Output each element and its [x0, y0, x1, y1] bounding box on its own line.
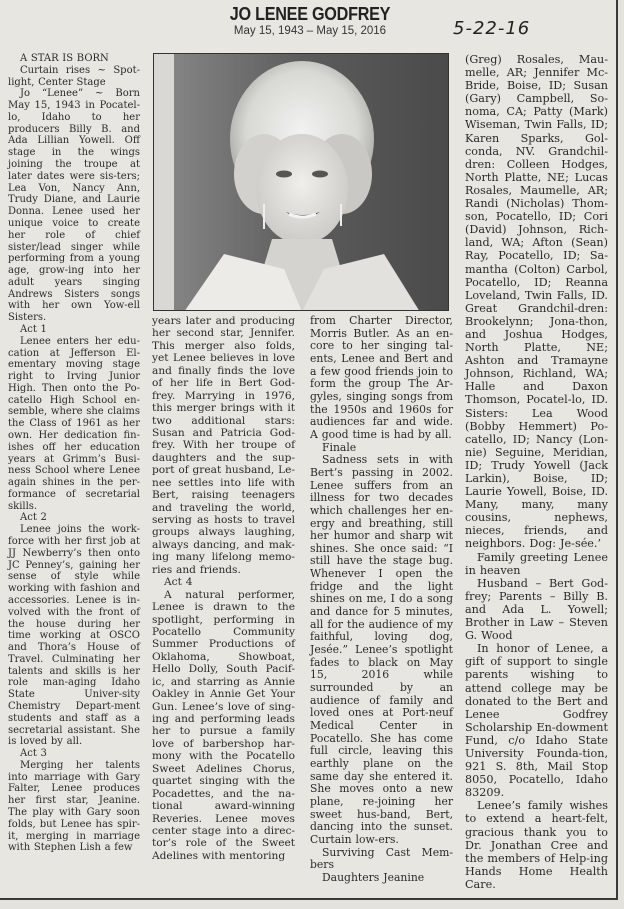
- section-heading: A STAR IS BORN: [20, 53, 109, 64]
- obituary-header: [150, 4, 470, 38]
- paragraph: Merging her talents into marriage with Gary Falter, Lenee produces her first star, Jeanine. The play with Gary soon folds, but Lenee has spir-it, merging in marriage with Stephen Lish a few: [8, 759, 140, 854]
- paragraph: Surviving Cast Mem-bers: [310, 845, 453, 872]
- section-heading: Act 2: [20, 512, 47, 524]
- paragraph: A natural performer, Lenee is drawn to the spotlight, performing in Pocatello Community Summer Productions of Oklahoma, Showboat, Hello Dolly, South Pacif-ic, and starring as Annie Oakley in Annie Get Your Gun. Lenee’s love of sing-ing and performing leads her to pursue a family love of barbershop har-mony with the Pocatello Sweet Adelines Chorus, quartet singing with the Pocadettes, and the na-tional award-winning Reveries. Lenee moves center stage into a direc-tor’s role of the Sweet Adelines with mentoring: [152, 588, 295, 862]
- column-1: [8, 53, 140, 854]
- obituary-name: JO LENEE GODFREY: [229, 4, 391, 24]
- paragraph: Jo “Lenee” ~ Born May 15, 1943 in Pocatel-lo, Idaho to her producers Billy B. and Ada Lillian Yowell. Off stage in the wings joining the troupe at later dates were sis-ters; Lea Von, Nancy Ann, Trudy Diane, and Laurie Donna. Lenee used her unique voice to create her role of chief sister/lead singer while performing from a young age, grow-ing into her adult years singing Andrews Sisters songs with her own Yow-ell Sisters.: [8, 88, 140, 324]
- paragraph: from Charter Director, Morris Butler. As an en-core to her singing tal-ents, Lenee and Bert and a few good friends join to form the group The Ar-gyles, singing songs from the 1950s and 1960s for audiences far and wide. A good time is had by all.: [310, 314, 453, 441]
- handwritten-date: 5-22-16: [453, 18, 531, 39]
- life-dates: May 15, 1943 – May 15, 2016: [233, 25, 387, 37]
- column-3: [310, 315, 453, 885]
- section-heading: Act 3: [20, 748, 47, 760]
- section-heading: Finale: [322, 440, 357, 454]
- paragraph: years later and producing her second star, Jennifer. This merger also folds, yet Lenee believes in love and finally finds the love of her life in Bert God-frey. Marrying in 1976, this merger brings with it two additional stars: Susan and Patricia God-frey. With her troupe of daughters and the sup-port of great husband, Le-nee settles into life with Bert, raising teenagers and traveling the world, serving as hosts to travel groups always laughing, always dancing, and mak-ing many lifelong memo-ries and friends.: [152, 315, 295, 576]
- paragraph: Sadness sets in with Bert’s passing in 2002. Lenee suffers from an illness for two decades which challenges her en-ergy and breathing, still her humor and sharp wit shines. She once said: “I still have the stage bug. Whenever I open the fridge and the light shines on me, I do a song and dance for 5 minutes, all for the audience of my faithful, loving dog, Jesée.” Lenee’s spotlight fades to black on May 15, 2016 while surrounded by an audience of family and loved ones at Port-neuf Medical Center in Pocatello. She has come full circle, leaving this earthly plane on the same day she entered it. She moves onto a new plane, re-joining her sweet hus-band, Bert, dancing into the sunset. Curtain low-ers.: [310, 453, 453, 846]
- paragraph: (Greg) Rosales, Mau-melle, AR; Jennifer Mc-Bride, Boise, ID; Susan (Gary) Campbell, So-noma, CA; Patty (Mark) Wiseman, Twin Falls, ID; Karen Sparks, Gol-conda, NV. Grandchil-dren: Colleen Hodges, North Platte, NE; Lucas Rosales, Maumelle, AR; Randi (Nicholas) Thom-son, Pocatello, ID; Cori (David) Johnson, Rich-land, WA; Afton (Sean) Ray, Pocatello, ID; Sa-mantha (Colton) Carbol, Pocatello, ID; Reanna Loveland, Twin Falls, ID. Great Grandchil-dren: Brookelynn; Jona-thon, and Joshua Hodges, North Platte, NE; Ashton and Tramayne Johnson, Richland, WA; Halle and Daxon Thomson, Pocatel-lo, ID. Sisters: Lea Wood (Bobby Hemmert) Po-catello, ID; Nancy (Lon-nie) Seguine, Meridian, ID; Trudy Yowell (Jack Larkin), Boise, ID; Laurie Yowell, Boise, ID. Many, many, many cousins, nephews, nieces, friends, and neighbors. Dog: Je-sée.’: [465, 53, 608, 551]
- section-heading: Act 1: [20, 323, 47, 335]
- paragraph: In honor of Lenee, a gift of support to single parents wishing to attend college may be donated to the Bert and Lenee Godfrey Scholarship En-dowment Fund, c/o Idaho State University Founda-tion, 921 S. 8th, Mail Stop 8050, Pocatello, Idaho 83209.: [465, 642, 608, 800]
- paragraph: Husband – Bert God-frey; Parents – Billy B. and Ada L. Yowell; Brother in Law – Steven G. Wood: [465, 576, 608, 643]
- paragraph: Lenee joins the work-force with her first job at JJ Newberry’s then onto JC Penney’s, gaining her sense of style while working with fashion and accessories. Lenee is in-volved with the front of the house during her time working at OSCO and Thora’s House of Travel. Culminating her talents and skills is her role man-aging Idaho State Univer-sity Chemistry Depart-ment students and staff as a secretarial assistant. She is loved by all.: [8, 524, 140, 748]
- paragraph: Lenee enters her edu-cation at Jefferson El-ementary moving stage right to Irving Junior High. Then onto the Po-catello High School en-semble, where she claims the Class of 1961 as her own. Her dedication fin-ishes off her education years at Grimm’s Busi-ness School where Lenee again shines in the per-formance of secretarial skills.: [8, 335, 140, 512]
- portrait-photo-icon: [154, 54, 449, 311]
- section-heading: Act 4: [164, 576, 193, 589]
- column-4: [465, 53, 608, 891]
- portrait-photo: [153, 53, 449, 311]
- paragraph: Family greeting Lenee in heaven: [465, 550, 608, 577]
- column-2: [152, 315, 295, 862]
- paragraph: Daughters Jeanine: [322, 870, 425, 884]
- paragraph: Lenee’s family wishes to extend a heart-felt, gracious thank you to Dr. Jonathan Cree and the members of Help-ing Hands Home Health Care.: [465, 799, 608, 891]
- paragraph: Curtain rises ~ Spot-light, Center Stage: [8, 64, 140, 88]
